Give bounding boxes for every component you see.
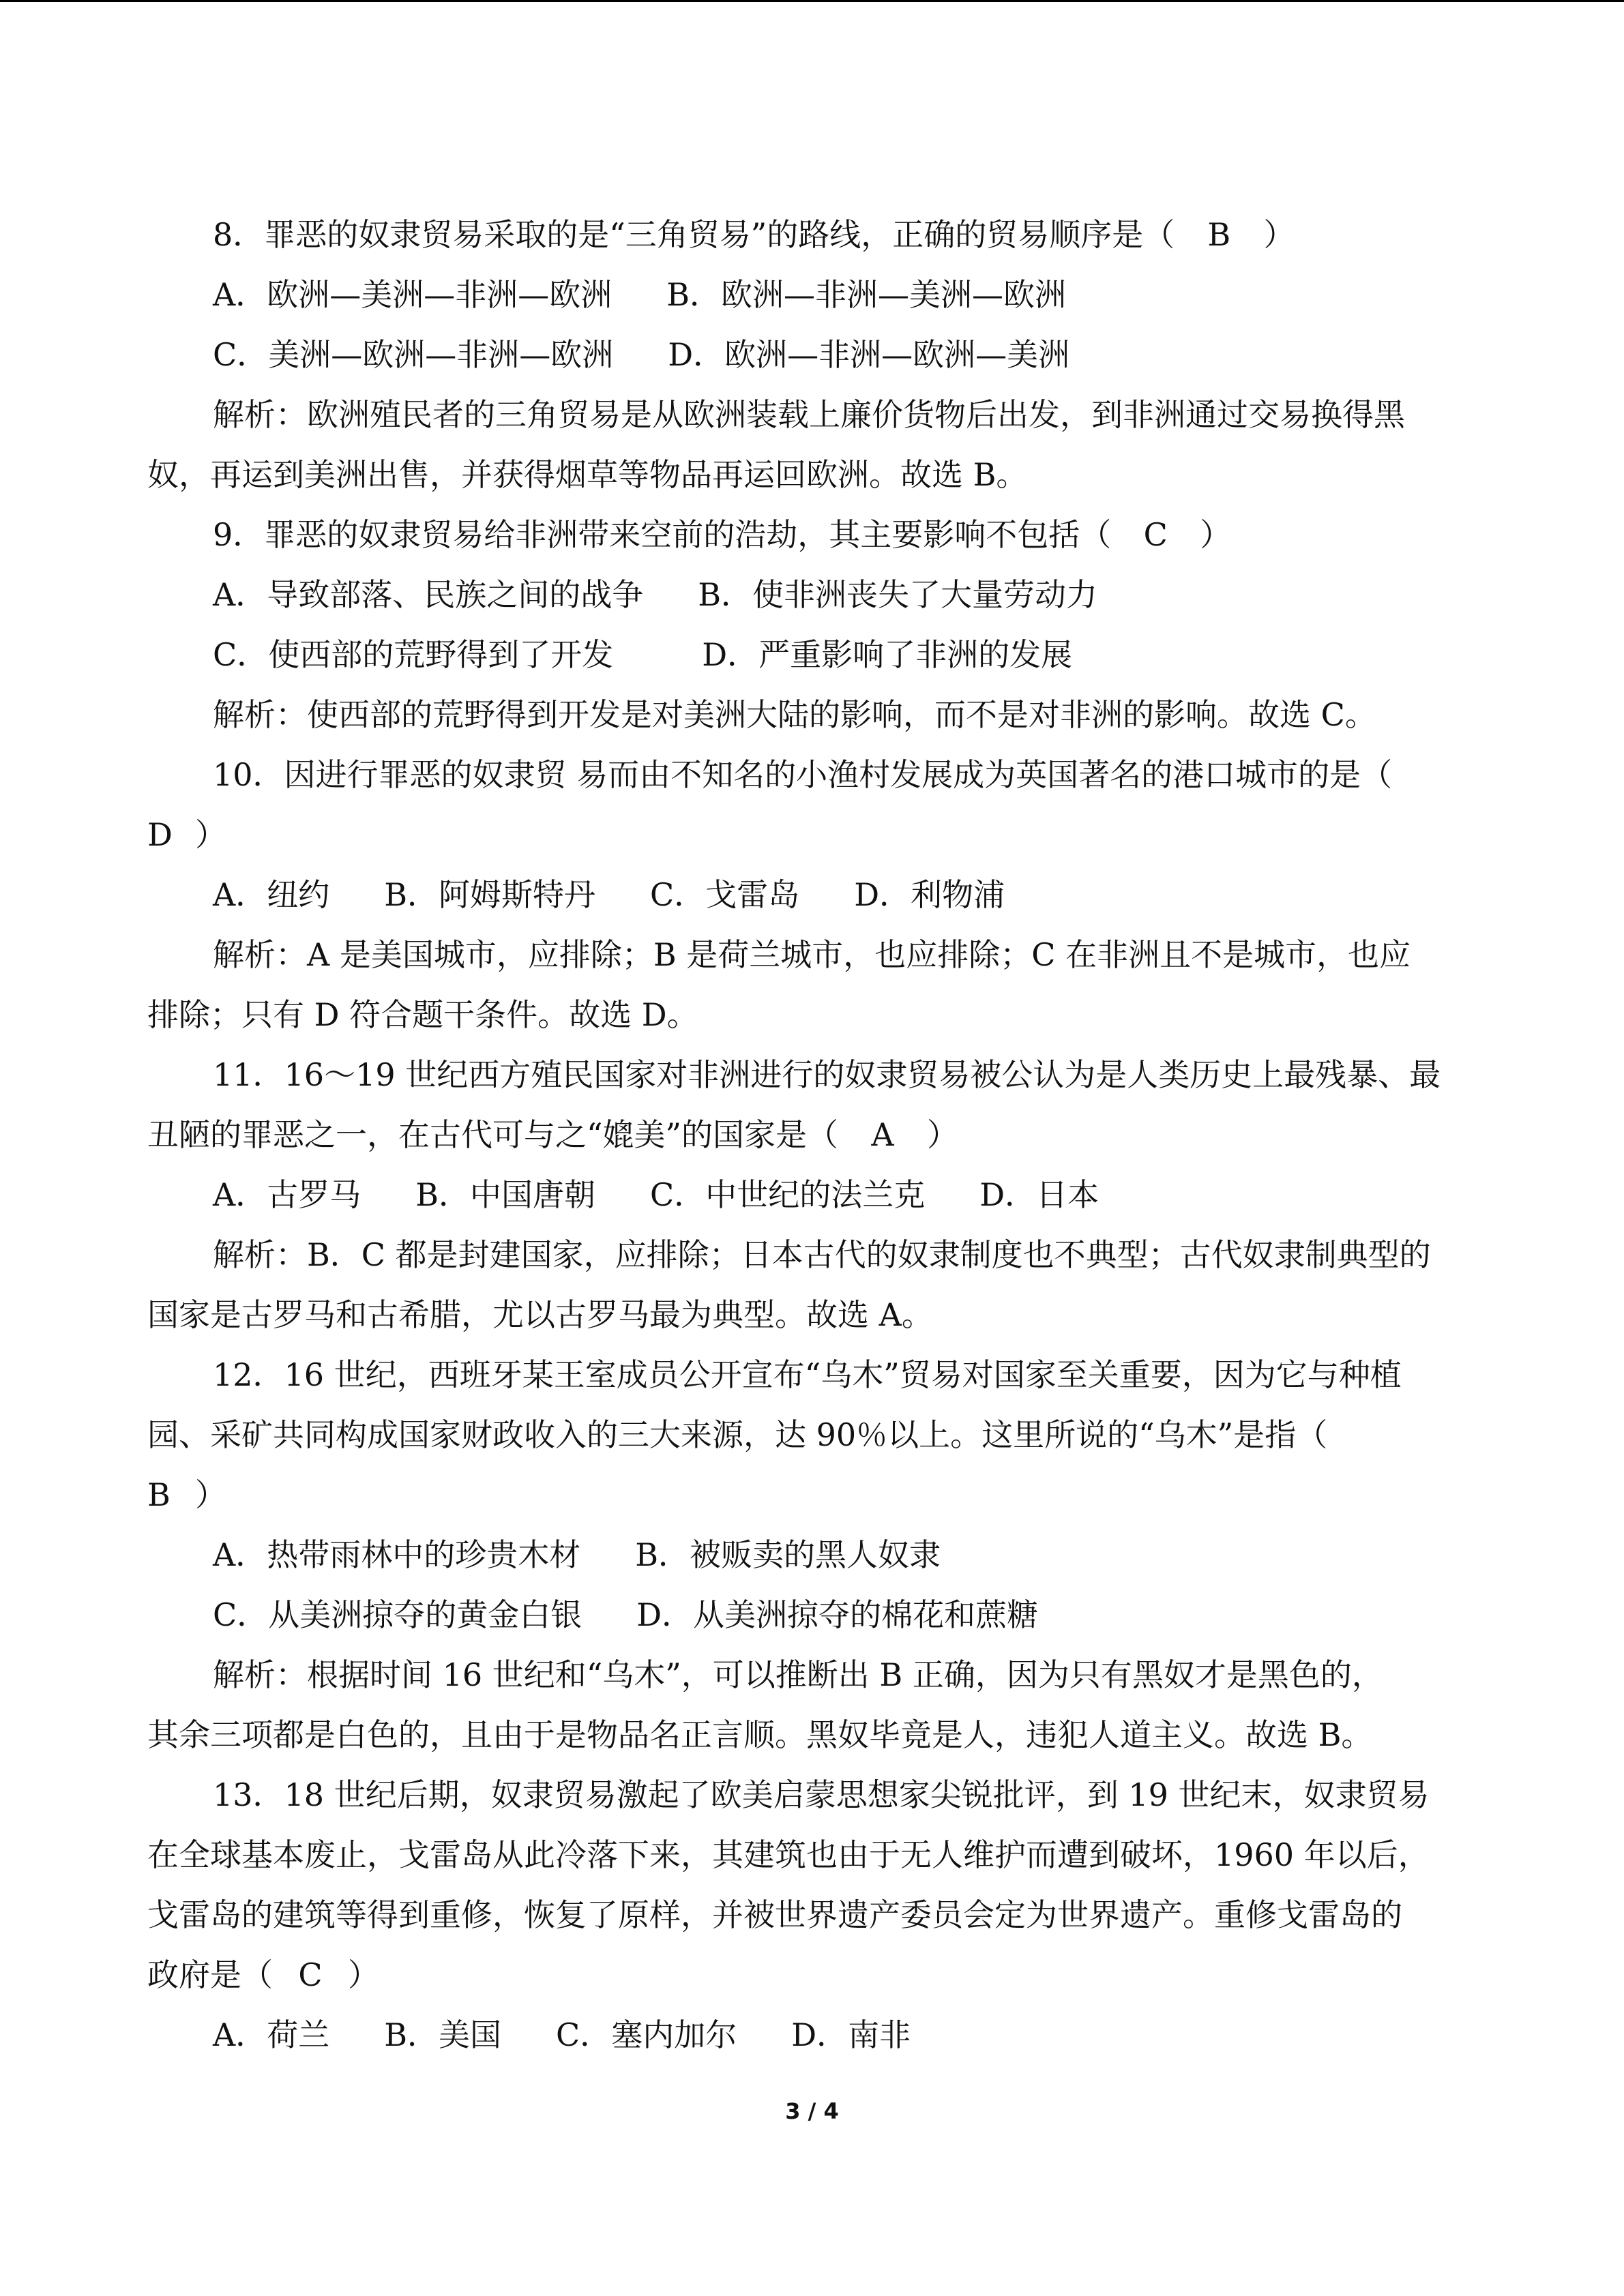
- question-12-analysis: 解析：根据时间 16 世纪和“乌木”，可以推断出 B 正确，因为只有黑奴才是黑色的，: [213, 1656, 1383, 1693]
- option-a: A．导致部落、民族之间的战争: [213, 576, 644, 613]
- question-13-stem-cont-2: 戈雷岛的建筑等得到重修，恢复了原样，并被世界遗产委员会定为世界遗产。重修戈雷岛的: [147, 1896, 1402, 1933]
- question-9-options-row-2: [147, 625, 1477, 685]
- option-c: C．塞内加尔: [556, 2016, 737, 2053]
- question-12-options-row-1: [147, 1525, 1477, 1585]
- option-a: A．纽约: [213, 876, 330, 913]
- option-d: D．南非: [791, 2016, 911, 2053]
- option-b: B．使非洲丧失了大量劳动力: [698, 576, 1098, 613]
- question-10-analysis-cont: 排除；只有 D 符合题干条件。故选 D。: [147, 996, 698, 1033]
- option-b: B．阿姆斯特丹: [384, 876, 596, 913]
- question-12-analysis-cont: 其余三项都是白色的，且由于是物品名正言顺。黑奴毕竟是人，违犯人道主义。故选 B。: [147, 1716, 1373, 1753]
- option-d: D．严重影响了非洲的发展: [702, 636, 1073, 673]
- question-9-stem: 9．罪恶的奴隶贸易给非洲带来空前的浩劫，其主要影响不包括（ C ）: [147, 505, 1477, 565]
- question-8-stem: 8．罪恶的奴隶贸易采取的是“三角贸易”的路线，正确的贸易顺序是（ B ）: [147, 205, 1477, 265]
- question-13-stem-cont-1: 在全球基本废止，戈雷岛从此冷落下来，其建筑也由于无人维护而遭到破坏，1960 年以后，: [147, 1836, 1430, 1873]
- option-b: B．欧洲—非洲—美洲—欧洲: [666, 276, 1067, 313]
- option-a: A．古罗马: [213, 1176, 361, 1213]
- question-8-answer: B: [1207, 216, 1231, 253]
- option-c: C．使西部的荒野得到了开发: [213, 636, 614, 673]
- question-8-options-row-2: [147, 325, 1477, 385]
- question-12-answer: B: [147, 1476, 171, 1513]
- question-11-analysis: 解析：B．C 都是封建国家，应排除；日本古代的奴隶制度也不典型；古代奴隶制典型的: [213, 1236, 1431, 1273]
- option-a: A．欧洲—美洲—非洲—欧洲: [213, 276, 612, 313]
- question-13-stem: 13．18 世纪后期，奴隶贸易激起了欧美启蒙思想家尖锐批评，到 19 世纪末，奴隶贸易: [213, 1776, 1430, 1813]
- question-8-analysis: 解析：欧洲殖民者的三角贸易是从欧洲装载上廉价货物后出发，到非洲通过交易换得黑: [213, 396, 1405, 433]
- page-number: 3 / 4: [785, 2098, 839, 2124]
- question-11-analysis-cont: 国家是古罗马和古希腊，尤以古罗马最为典型。故选 A。: [147, 1296, 933, 1333]
- question-10-stem: 10．因进行罪恶的奴隶贸 易而由不知名的小渔村发展成为英国著名的港口城市的是（: [213, 756, 1393, 793]
- option-d: D．欧洲—非洲—欧洲—美洲: [668, 336, 1070, 373]
- question-8-analysis-cont: 奴，再运到美洲出售，并获得烟草等物品再运回欧洲。故选 B。: [147, 456, 1028, 493]
- question-9-answer: C: [1143, 516, 1168, 553]
- question-10-answer: D: [147, 816, 173, 853]
- question-12-stem: 12．16 世纪，西班牙某王室成员公开宣布“乌木”贸易对国家至关重要，因为它与种植: [213, 1356, 1402, 1393]
- question-8-options-row-1: [147, 265, 1477, 325]
- question-12-options-row-2: [147, 1585, 1477, 1645]
- question-10-options: [147, 865, 1477, 925]
- top-border-line: [0, 0, 1624, 2]
- page-content: [147, 205, 1477, 2065]
- option-d: D．利物浦: [854, 876, 1005, 913]
- question-11-stem-cont: 丑陋的罪恶之一，在古代可与之“媲美”的国家是（ A ）: [147, 1105, 1477, 1165]
- option-d: D．从美洲掠夺的棉花和蔗糖: [636, 1596, 1039, 1633]
- question-11-stem: 11．16～19 世纪西方殖民国家对非洲进行的奴隶贸易被公认为是人类历史上最残暴、最: [213, 1056, 1441, 1093]
- option-b: B．被贩卖的黑人奴隶: [635, 1536, 941, 1573]
- question-9-options-row-1: [147, 565, 1477, 625]
- question-12-stem-cont: 园、采矿共同构成国家财政收入的三大来源，达 90％以上。这里所说的“乌木”是指（: [147, 1416, 1328, 1453]
- question-11-options: [147, 1165, 1477, 1225]
- question-13-answer: C: [298, 1956, 323, 1993]
- question-13-options: [147, 2005, 1477, 2065]
- option-a: A．荷兰: [213, 2016, 330, 2053]
- option-c: C．从美洲掠夺的黄金白银: [213, 1596, 582, 1633]
- option-c: C．戈雷岛: [650, 876, 800, 913]
- option-c: C．中世纪的法兰克: [650, 1176, 926, 1213]
- question-9-analysis: 解析：使西部的荒野得到开发是对美洲大陆的影响，而不是对非洲的影响。故选 C。: [213, 696, 1376, 733]
- option-c: C．美洲—欧洲—非洲—欧洲: [213, 336, 614, 373]
- question-10-stem-cont: D ）: [147, 805, 1477, 865]
- question-12-stem-answer: B ）: [147, 1465, 1477, 1525]
- question-13-stem-cont-3: 政府是（ C ）: [147, 1945, 1477, 2005]
- question-11-answer: A: [871, 1116, 894, 1153]
- option-b: B．中国唐朝: [415, 1176, 596, 1213]
- option-b: B．美国: [384, 2016, 502, 2053]
- option-a: A．热带雨林中的珍贵木材: [213, 1536, 581, 1573]
- question-10-analysis: 解析：A 是美国城市，应排除；B 是荷兰城市，也应排除；C 在非洲且不是城市，也应: [213, 936, 1411, 973]
- option-d: D．日本: [979, 1176, 1099, 1213]
